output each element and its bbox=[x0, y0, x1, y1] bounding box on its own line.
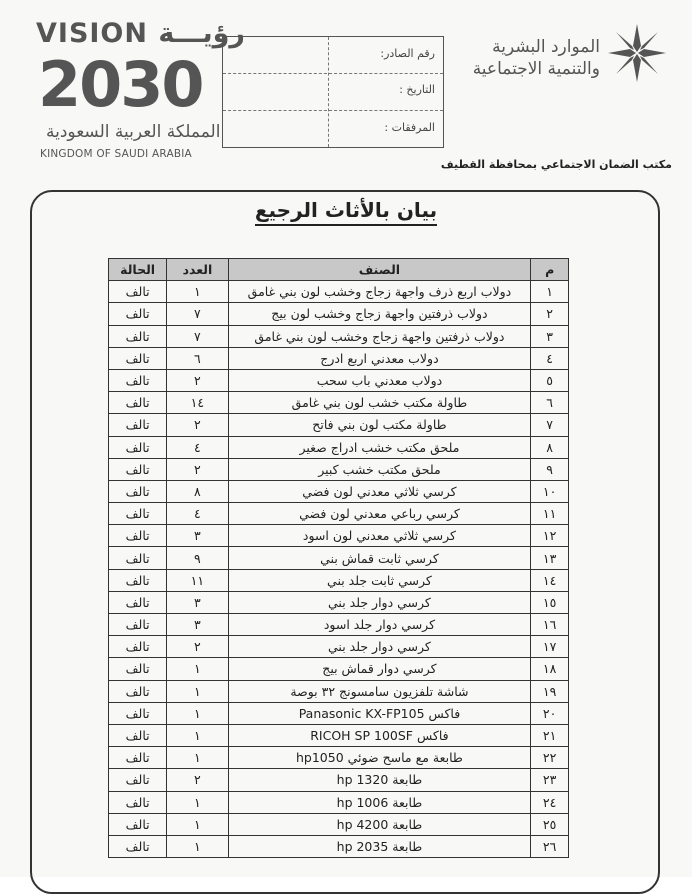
cell-num: ٢٦ bbox=[531, 835, 569, 857]
cell-num: ٢ bbox=[531, 303, 569, 325]
cell-item: كرسي دوار جلد اسود bbox=[228, 614, 531, 636]
cell-count: ١ bbox=[167, 281, 228, 303]
ministry-name-line2: والتنمية الاجتماعية bbox=[472, 59, 600, 79]
cell-num: ٢٣ bbox=[531, 769, 569, 791]
cell-count: ١ bbox=[167, 835, 228, 857]
table-row bbox=[109, 503, 569, 525]
cell-item: كرسي دوار جلد بني bbox=[228, 636, 531, 658]
cell-num: ٢٢ bbox=[531, 747, 569, 769]
table-row bbox=[109, 392, 569, 414]
cell-num: ١٥ bbox=[531, 591, 569, 613]
table-row bbox=[109, 480, 569, 502]
cell-status: تالف bbox=[109, 347, 167, 369]
cell-count: ١ bbox=[167, 724, 228, 746]
cell-num: ١٧ bbox=[531, 636, 569, 658]
column-header-count: العدد bbox=[167, 259, 228, 281]
ref-label-date: التاريخ : bbox=[399, 83, 435, 96]
cell-status: تالف bbox=[109, 835, 167, 857]
cell-item: دولاب معدني اربع ادرج bbox=[228, 347, 531, 369]
cell-num: ١٩ bbox=[531, 680, 569, 702]
cell-item: دولاب ذرفتين واجهة زجاج وخشب لون بني غامق bbox=[228, 325, 531, 347]
cell-count: ٣ bbox=[167, 614, 228, 636]
cell-count: ٤ bbox=[167, 503, 228, 525]
cell-count: ٣ bbox=[167, 591, 228, 613]
cell-status: تالف bbox=[109, 569, 167, 591]
ministry-star-icon bbox=[606, 22, 668, 84]
table-header-row bbox=[109, 259, 569, 281]
cell-count: ٩ bbox=[167, 547, 228, 569]
cell-item: طابعة مع ماسح ضوئي hp1050 bbox=[228, 747, 531, 769]
cell-num: ٢٠ bbox=[531, 702, 569, 724]
cell-count: ١ bbox=[167, 791, 228, 813]
cell-num: ١٨ bbox=[531, 658, 569, 680]
cell-num: ١٤ bbox=[531, 569, 569, 591]
cell-count: ٤ bbox=[167, 436, 228, 458]
cell-status: تالف bbox=[109, 547, 167, 569]
cell-count: ٣ bbox=[167, 525, 228, 547]
cell-num: ١١ bbox=[531, 503, 569, 525]
table-row bbox=[109, 747, 569, 769]
cell-status: تالف bbox=[109, 303, 167, 325]
cell-num: ١٢ bbox=[531, 525, 569, 547]
office-name: مكتب الضمان الاجتماعي بمحافظة القطيف bbox=[440, 158, 672, 171]
cell-count: ١ bbox=[167, 658, 228, 680]
cell-status: تالف bbox=[109, 813, 167, 835]
cell-item: كرسي ثابت جلد بني bbox=[228, 569, 531, 591]
cell-num: ٨ bbox=[531, 436, 569, 458]
table-row bbox=[109, 835, 569, 857]
page-title-text: بيان بالأثاث الرجيع bbox=[255, 198, 437, 226]
cell-count: ١١ bbox=[167, 569, 228, 591]
cell-item: شاشة تلفزيون سامسونج ٣٢ بوصة bbox=[228, 680, 531, 702]
table-row bbox=[109, 347, 569, 369]
cell-num: ١ bbox=[531, 281, 569, 303]
table-row bbox=[109, 591, 569, 613]
table-row bbox=[109, 724, 569, 746]
table-row bbox=[109, 436, 569, 458]
cell-item: دولاب اربع ذرف واجهة زجاج وخشب لون بني غامق bbox=[228, 281, 531, 303]
cell-count: ١ bbox=[167, 747, 228, 769]
vision-logo-arabic: المملكة العربية السعودية bbox=[46, 122, 221, 142]
cell-status: تالف bbox=[109, 503, 167, 525]
reference-box bbox=[222, 36, 444, 148]
cell-num: ٢١ bbox=[531, 724, 569, 746]
cell-item: طابعة hp 2035 bbox=[228, 835, 531, 857]
cell-num: ١٦ bbox=[531, 614, 569, 636]
cell-count: ٦ bbox=[167, 347, 228, 369]
cell-num: ١٠ bbox=[531, 480, 569, 502]
cell-count: ٢ bbox=[167, 458, 228, 480]
cell-status: تالف bbox=[109, 747, 167, 769]
cell-status: تالف bbox=[109, 702, 167, 724]
cell-count: ٢ bbox=[167, 769, 228, 791]
cell-count: ١ bbox=[167, 813, 228, 835]
table-row bbox=[109, 680, 569, 702]
cell-item: كرسي رباعي معدني لون فضي bbox=[228, 503, 531, 525]
cell-status: تالف bbox=[109, 480, 167, 502]
cell-num: ٧ bbox=[531, 414, 569, 436]
cell-count: ٨ bbox=[167, 480, 228, 502]
table-row bbox=[109, 325, 569, 347]
cell-status: تالف bbox=[109, 791, 167, 813]
cell-item: ملحق مكتب خشب ادراج صغير bbox=[228, 436, 531, 458]
table-row bbox=[109, 281, 569, 303]
cell-status: تالف bbox=[109, 591, 167, 613]
furniture-table bbox=[108, 258, 569, 858]
cell-num: ٩ bbox=[531, 458, 569, 480]
cell-item: طابعة hp 4200 bbox=[228, 813, 531, 835]
vision-logo-year: 2030 bbox=[38, 48, 203, 121]
reference-row-line bbox=[223, 110, 443, 111]
table-row bbox=[109, 303, 569, 325]
cell-num: ٥ bbox=[531, 369, 569, 391]
cell-status: تالف bbox=[109, 658, 167, 680]
cell-count: ٢ bbox=[167, 636, 228, 658]
cell-item: طاولة مكتب لون بني فاتح bbox=[228, 414, 531, 436]
vision-2030-logo bbox=[36, 18, 245, 168]
column-header-num: م bbox=[531, 259, 569, 281]
cell-item: ملحق مكتب خشب كبير bbox=[228, 458, 531, 480]
cell-status: تالف bbox=[109, 614, 167, 636]
cell-item: كرسي ثلاثي معدني لون فضي bbox=[228, 480, 531, 502]
cell-item: كرسي دوار قماش بيج bbox=[228, 658, 531, 680]
cell-count: ١ bbox=[167, 680, 228, 702]
cell-num: ٦ bbox=[531, 392, 569, 414]
cell-count: ١٤ bbox=[167, 392, 228, 414]
cell-item: طابعة hp 1320 bbox=[228, 769, 531, 791]
cell-status: تالف bbox=[109, 525, 167, 547]
cell-item: طابعة hp 1006 bbox=[228, 791, 531, 813]
cell-status: تالف bbox=[109, 436, 167, 458]
cell-item: كرسي ثابت قماش بني bbox=[228, 547, 531, 569]
cell-status: تالف bbox=[109, 724, 167, 746]
cell-num: ٢٤ bbox=[531, 791, 569, 813]
ministry-logo bbox=[458, 22, 668, 132]
table-row bbox=[109, 636, 569, 658]
table-row bbox=[109, 547, 569, 569]
cell-status: تالف bbox=[109, 458, 167, 480]
cell-item: كرسي دوار جلد بني bbox=[228, 591, 531, 613]
cell-count: ١ bbox=[167, 702, 228, 724]
cell-status: تالف bbox=[109, 281, 167, 303]
cell-status: تالف bbox=[109, 392, 167, 414]
cell-status: تالف bbox=[109, 325, 167, 347]
table-body bbox=[109, 281, 569, 858]
cell-num: ٣ bbox=[531, 325, 569, 347]
ministry-name bbox=[473, 36, 600, 80]
table-row bbox=[109, 769, 569, 791]
vision-logo-english: KINGDOM OF SAUDI ARABIA bbox=[40, 148, 192, 160]
cell-num: ٢٥ bbox=[531, 813, 569, 835]
cell-item: دولاب معدني باب سحب bbox=[228, 369, 531, 391]
table-row bbox=[109, 658, 569, 680]
column-header-item: الصنف bbox=[228, 259, 531, 281]
table-row bbox=[109, 525, 569, 547]
ref-label-attachments: المرفقات : bbox=[384, 121, 435, 134]
table-row bbox=[109, 414, 569, 436]
cell-count: ٢ bbox=[167, 414, 228, 436]
cell-item: طاولة مكتب خشب لون بني غامق bbox=[228, 392, 531, 414]
table-row bbox=[109, 813, 569, 835]
cell-status: تالف bbox=[109, 636, 167, 658]
reference-row-line bbox=[223, 73, 443, 74]
table-row bbox=[109, 702, 569, 724]
cell-item: دولاب ذرفتين واجهة زجاج وخشب لون بيج bbox=[228, 303, 531, 325]
page-title bbox=[0, 198, 692, 222]
cell-status: تالف bbox=[109, 680, 167, 702]
cell-count: ٧ bbox=[167, 325, 228, 347]
table-row bbox=[109, 614, 569, 636]
cell-status: تالف bbox=[109, 414, 167, 436]
ref-label-number: رقم الصادر: bbox=[380, 47, 435, 60]
cell-item: فاكس RICOH SP 100SF bbox=[228, 724, 531, 746]
cell-item: كرسي ثلاثي معدني لون اسود bbox=[228, 525, 531, 547]
cell-status: تالف bbox=[109, 369, 167, 391]
table-row bbox=[109, 458, 569, 480]
reference-box-divider bbox=[328, 37, 329, 147]
cell-count: ٢ bbox=[167, 369, 228, 391]
cell-count: ٧ bbox=[167, 303, 228, 325]
column-header-status: الحالة bbox=[109, 259, 167, 281]
cell-num: ٤ bbox=[531, 347, 569, 369]
cell-item: فاكس Panasonic KX-FP105 bbox=[228, 702, 531, 724]
table-row bbox=[109, 791, 569, 813]
cell-num: ١٣ bbox=[531, 547, 569, 569]
ministry-name-line1: الموارد البشرية bbox=[492, 37, 600, 57]
table-row bbox=[109, 569, 569, 591]
table-row bbox=[109, 369, 569, 391]
cell-status: تالف bbox=[109, 769, 167, 791]
vision-logo-top: VISION رؤيـــة bbox=[36, 18, 245, 49]
